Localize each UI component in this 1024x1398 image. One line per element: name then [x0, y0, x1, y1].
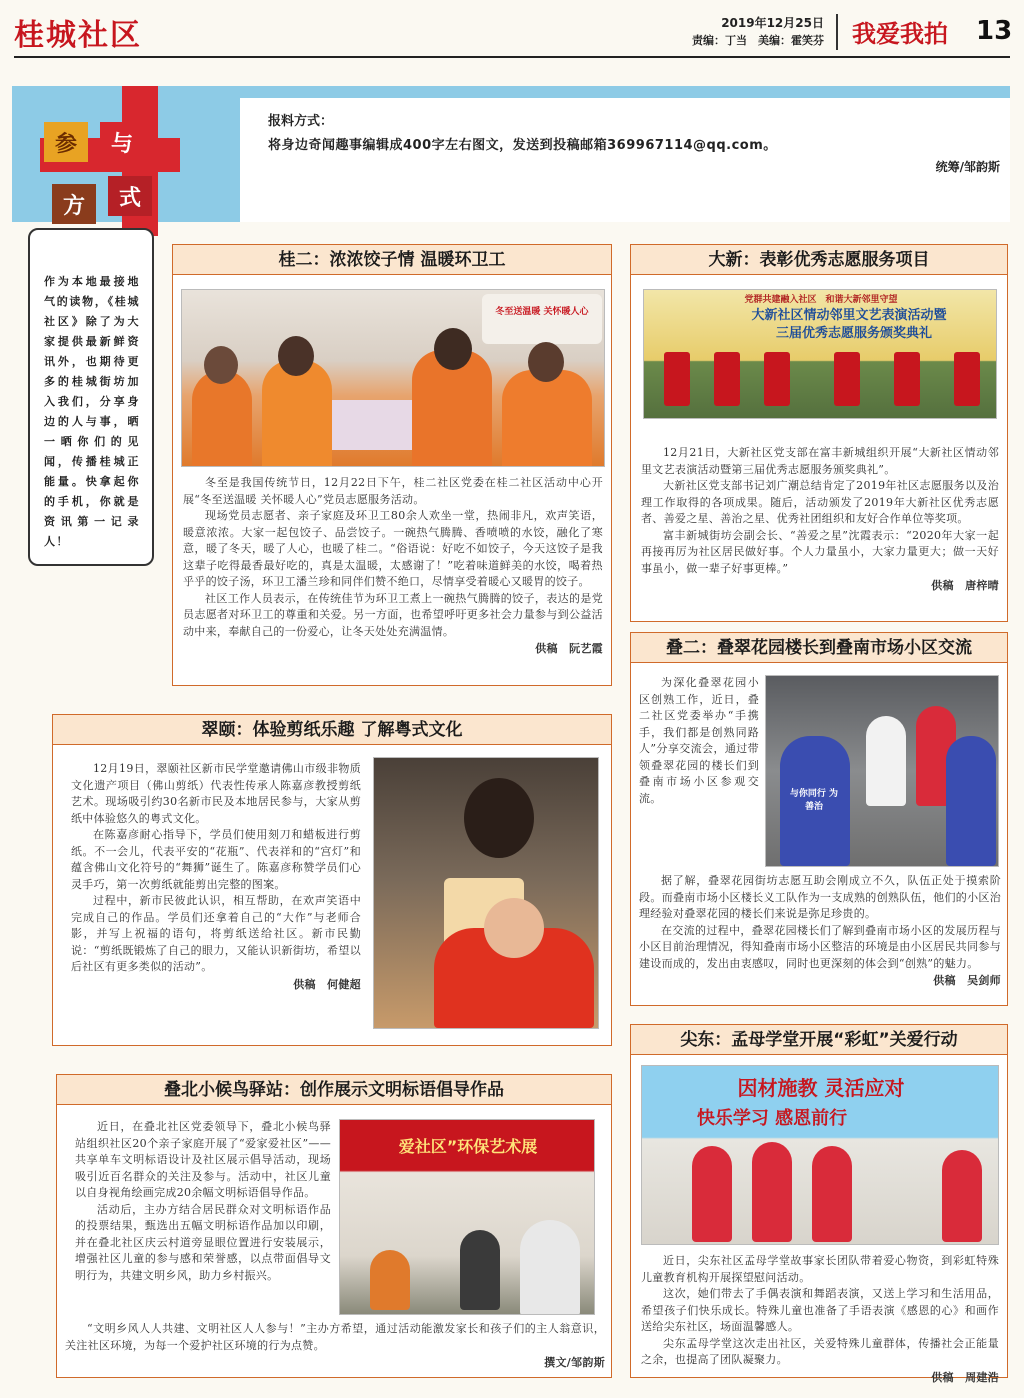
article-jiandong [630, 1024, 1008, 1384]
article-title: 叠北小候鸟驿站：创作展示文明标语倡导作品 [57, 1075, 611, 1105]
article-body-narrow [639, 675, 759, 807]
section-title: 我爱我拍 [852, 19, 948, 48]
paragraph: 这次，她们带去了手偶表演和舞蹈表演，又送上学习和生活用品，希望孩子们快乐成长。特殊儿童也准备了手语表演《感恩的心》和画作送给尖东社区，场面温馨感人。 [641, 1287, 999, 1333]
article-body [75, 1119, 331, 1284]
photo-vest-text: 与你同行 为善治 [789, 789, 839, 812]
article-title: 大新：表彰优秀志愿服务项目 [631, 245, 1007, 275]
masthead-divider [836, 14, 838, 50]
article-credit: 供稿 吴剑师 [933, 974, 1001, 987]
photo-banner: 爱社区”环保艺术展 [398, 1137, 538, 1156]
article-body [641, 445, 999, 595]
paragraph: 在交流的过程中，叠翠花园楼长们了解到叠南市场小区的发展历程与小区目前治理情况，得知叠南市场小区整洁的环境是由小区居民共同参与建设而成的，发出由衷感叹，同时也更深刻的体会到“创熟”的魅力。 [639, 923, 1001, 970]
issue-date: 2019年12月25日 [721, 16, 824, 30]
intro-box: 作为本地最接地气的读物，《桂城社区》除了为大家提供最新鲜资讯外，也期待更多的桂城街坊加入我们，分享身边的人与事，晒一晒你们的见闻，传播桂城正能量。快拿起你的手机，你就是资讯第一记录人！ [28, 228, 154, 566]
paragraph: 12月19日，翠颐社区新市民学堂邀请佛山市级非物质文化遗产项目（佛山剪纸）代表性传承人陈嘉彦教授剪纸艺术。现场吸引约30名新市民及本地居民参与，大家从剪纸中体验悠久的粤式文化。 [71, 762, 361, 825]
article-guier [172, 244, 612, 686]
photo-paper-cutting [373, 757, 599, 1029]
article-credit: 供稿 何健超 [293, 977, 361, 991]
participation-tile: 式 [108, 176, 152, 216]
photo-building-leaders [765, 675, 999, 867]
article-title: 翠颐：体验剪纸乐趣 了解粤式文化 [53, 715, 611, 745]
editors: 责编：丁当 美编：霍笑芬 [692, 34, 824, 47]
article-body [641, 1253, 999, 1386]
photo-dumpling-party: 冬至送温暖 关怀暖人心 [181, 289, 605, 467]
participation-tile: 与 [100, 122, 144, 162]
submission-instructions: 将身边奇闻趣事编辑成400字左右图文，发送到投稿邮箱369967114@qq.com。 [268, 138, 777, 153]
photo-banner-sub: 三届优秀志愿服务颁奖典礼 [775, 326, 932, 341]
paragraph: 社区工作人员表示，在传统佳节为环卫工煮上一碗热气腾腾的饺子，表达的是党员志愿者对环卫工的尊重和关爱。另一方面，也希望呼吁更多社会力量参与到公益活动中来，奉献自己的一份爱心，让冬天处处充满温情。 [183, 591, 603, 638]
article-diecui [630, 632, 1008, 1006]
paragraph: 近日，尖东社区孟母学堂故事家长团队带着爱心物资，到彩虹特殊儿童教育机构开展探望慰问活动。 [641, 1254, 999, 1284]
paragraph: 近日，在叠北社区党委领导下，叠北小候鸟驿站组织社区20个亲子家庭开展了“爱家爱社区”——共享单车文明标语设计及社区展示倡导活动，现场吸引近百名群众的关注及参与。活动中，社区儿童以自身视角绘画完成20余幅文明标语倡导作品。 [75, 1120, 331, 1199]
paragraph: 据了解，叠翠花园街坊志愿互助会刚成立不久，队伍正处于摸索阶段。而叠南市场小区楼长义工队作为一支成熟的创熟队伍，他们的小区治理经验对叠翠花园的楼长们来说是弥足珍贵的。 [639, 874, 1001, 920]
article-credit: 供稿 唐梓晴 [931, 579, 999, 592]
paragraph: 冬至是我国传统节日，12月22日下午，桂二社区党委在桂二社区活动中心开展“冬至送温暖 关怀暖人心”党员志愿服务活动。 [183, 476, 603, 506]
paragraph: 大新社区党支部书记刘广潮总结肯定了2019年社区志愿服务以及治理工作取得的各项成果。随后，活动颁发了2019年大新社区优秀志愿者、善爱之星、善治之星、优秀社团组织和友好合作单位等奖项。 [641, 479, 999, 525]
photo-rainbow-visit [641, 1065, 999, 1245]
article-credit: 撰文/邹韵斯 [544, 1356, 605, 1369]
paragraph: 12月21日，大新社区党支部在富丰新城组织开展“大新社区情动邻里文艺表演活动暨第三届优秀志愿服务颁奖典礼”。 [641, 446, 999, 476]
paragraph: 活动后，主办方结合居民群众对文明标语作品的投票结果，甄选出五幅文明标语作品加以印刷，并在叠北社区庆云村道旁显眼位置进行安装展示，增强社区儿童的参与感和荣誉感，以点带面倡导文明行为，共建文明乡风，助力乡村振兴。 [75, 1202, 331, 1282]
photo-banner-1: 因材施教 灵活应对 [737, 1076, 905, 1100]
article-cuiyi [52, 714, 612, 1046]
article-credit: 供稿 周建浩 [931, 1370, 999, 1384]
article-daxin [630, 244, 1008, 622]
article-body [183, 475, 603, 658]
photo-banner-main: 大新社区情动邻里文艺表演活动暨 [751, 308, 947, 323]
photo-art-exhibition [339, 1119, 595, 1315]
article-body [71, 761, 361, 993]
paragraph: 尖东孟母学堂这次走出社区，关爱特殊儿童群体，传播社会正能量之余，也提高了团队凝聚力。 [641, 1336, 999, 1366]
article-title: 尖东：孟母学堂开展“彩虹”关爱行动 [631, 1025, 1007, 1055]
paragraph: 富丰新城街坊会副会长、“善爱之星”沈霞表示：“2020年大家一起再接再厉为社区居民做好事。个人力量虽小，大家力量更大；做一天好事虽小，做一辈子好事更棒。” [641, 528, 999, 575]
paragraph: 过程中，新市民彼此认识，相互帮助，在欢声笑语中完成自己的作品。学员们还拿着自己的“大作”与老师合影，并写上祝福的语句，将剪纸送给社区。新市民勤说：“剪纸既锻炼了自己的眼力，又能认识新街坊，希望以后社区有更多类似的活动”。 [71, 894, 361, 973]
article-body [639, 873, 1001, 990]
paragraph: “文明乡风人人共建、文明社区人人参与！”主办方希望，通过活动能激发家长和孩子们的主人翁意识，关注社区环境，为每一个爱护社区环境的行为点赞。 [65, 1322, 605, 1352]
photo-banner-2: 快乐学习 感恩前行 [696, 1108, 848, 1129]
masthead [0, 0, 1024, 64]
newspaper-title: 桂城社区 [14, 18, 142, 53]
paragraph: 现场党员志愿者、亲子家庭及环卫工80余人欢坐一堂，热闹非凡，欢声笑语，暖意浓浓。大家一起包饺子、品尝饺子。一碗热气腾腾、香喷喷的水饺，融化了寒意，暖了冬天，暖了人心，也暖了桂二。“俗语说：好吃不如饺子，今天这饺子是我这辈子吃得最香最好吃的，真是太温暖，太感谢了！”吃着味道鲜美的水饺，喝着热乎乎的饺子汤，环卫工潘兰珍和同伴们赞不绝口，尽情享受着暖心又暖胃的饺子。 [183, 509, 603, 588]
article-credit: 供稿 阮艺霞 [535, 642, 603, 655]
paragraph: 在陈嘉彦耐心指导下，学员们使用刻刀和蜡板进行剪纸。不一会儿，代表平安的“花瓶”、代表祥和的“宫灯”和蕴含佛山文化符号的“舞狮”诞生了。陈嘉彦称赞学员们心灵手巧，第一次剪纸就能剪出完整的图案。 [71, 828, 361, 891]
masthead-rule [14, 56, 1010, 58]
page-number: 13 [976, 16, 1013, 46]
article-body-wide [65, 1321, 605, 1372]
photo-award-ceremony [643, 289, 997, 419]
article-title: 桂二：浓浓饺子情 温暖环卫工 [173, 245, 611, 275]
article-diebei [56, 1074, 612, 1378]
coordinator-credit: 统筹/邹韵斯 [935, 160, 1000, 174]
photo-banner-top: 党群共建融入社区 和谐大新邻里守望 [744, 295, 898, 305]
submission-label: 报料方式： [268, 114, 334, 129]
article-title: 叠二：叠翠花园楼长到叠南市场小区交流 [631, 633, 1007, 663]
paragraph: 为深化叠翠花园小区创熟工作，近日，叠二社区党委举办“手携手，我们都是创熟同路人”分享交流会，通过带领叠翠花园的楼长们到叠南市场小区参观交流。 [639, 676, 759, 805]
participation-tile: 方 [52, 184, 96, 224]
participation-tile: 参 [44, 122, 88, 162]
